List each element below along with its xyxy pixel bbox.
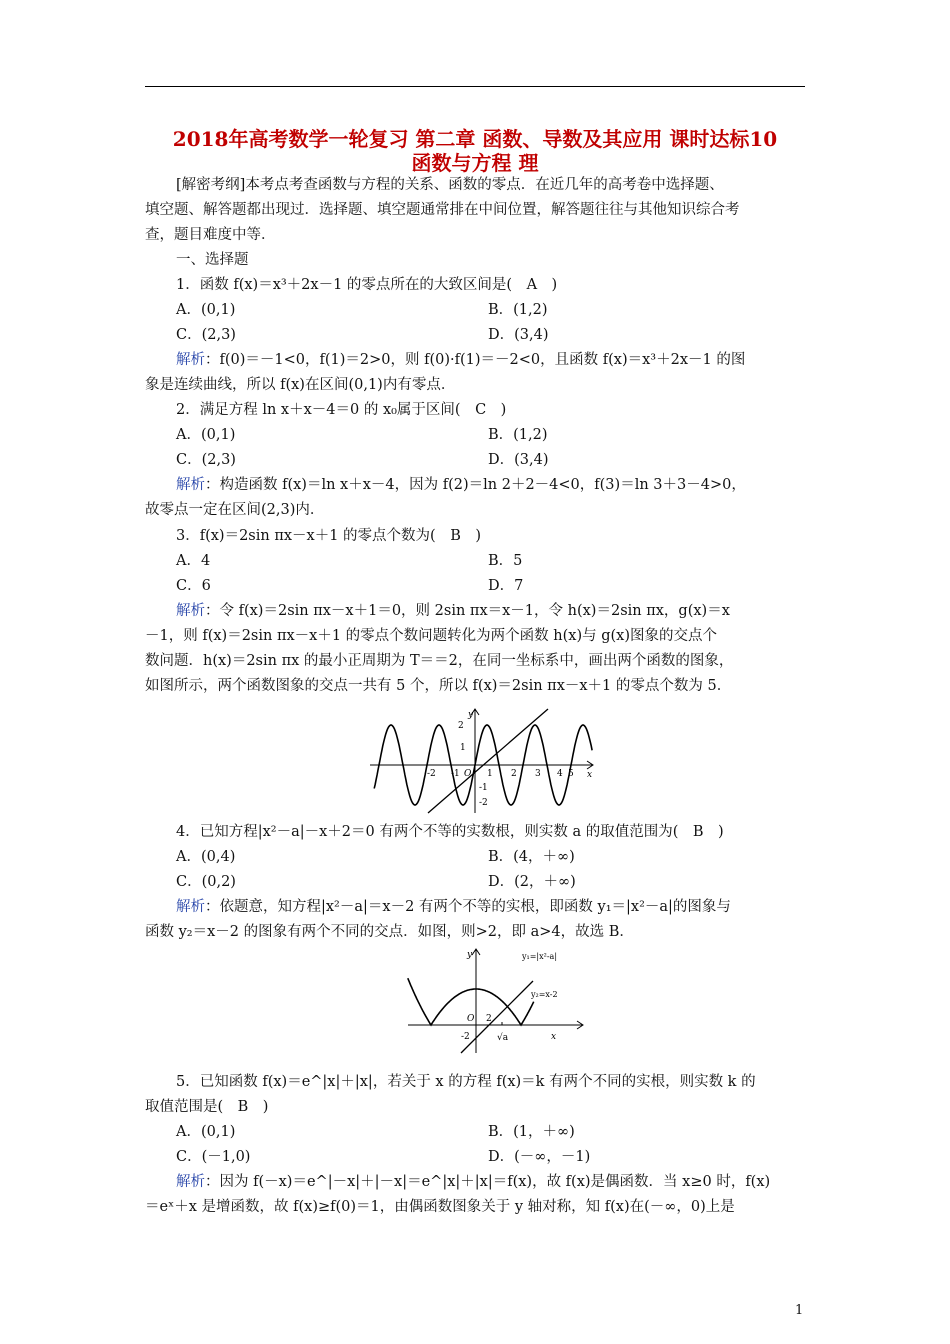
q5-stem-line1: 5．已知函数 f(x)＝e^|x|＋|x|，若关于 x 的方程 f(x)＝k 有两个不同的实根，则实数 k 的 xyxy=(176,1074,756,1090)
fig1-origin-label: O xyxy=(464,769,472,779)
q5-option-c: C．(－1,0) xyxy=(176,1149,251,1165)
fig1-ytick-neg1: -1 xyxy=(479,783,488,793)
q2-solution-line1 xyxy=(176,475,746,495)
q5-stem-line2: 取值范围是( B ) xyxy=(145,1099,269,1115)
q5-solution-line1 xyxy=(176,1172,770,1192)
q2-option-c: C．(2,3) xyxy=(176,452,236,468)
x-axis-arrow xyxy=(408,1021,583,1029)
q3-option-b: B．5 xyxy=(488,553,523,569)
q2-option-a: A．(0,1) xyxy=(176,427,236,443)
fig1-xtick-2: 2 xyxy=(511,769,517,779)
fig1-xtick-1: 1 xyxy=(487,769,493,779)
fig1-xtick-4: 4 xyxy=(557,769,563,779)
fig1-ytick-1: 1 xyxy=(460,743,466,753)
q4-solution-text1: ：依题意，知方程|x²－a|＝x－2 有两个不等的实根，即函数 y₁＝|x²－a|的图象与 xyxy=(205,899,731,915)
fig1-xtick-neg2: -2 xyxy=(427,769,436,779)
fig2-label-2: 2 xyxy=(486,1014,492,1024)
q1-solution-line2: 象是连续曲线，所以 f(x)在区间(0,1)内有零点． xyxy=(145,377,456,393)
q4-option-b: B．(4，＋∞) xyxy=(488,849,575,865)
doc-title-line2: 函数与方程 理 xyxy=(411,151,539,175)
q1-solution-label: 解析 xyxy=(176,352,205,368)
q4-option-d: D．(2，＋∞) xyxy=(488,874,576,890)
q5-solution-line2: ＝eˣ＋x 是增函数，故 f(x)≥f(0)＝1，由偶函数图象关于 y 轴对称，知 f(x)在(－∞，0)上是 xyxy=(145,1199,735,1215)
q3-option-c: C．6 xyxy=(176,578,211,594)
q3-solution-line1 xyxy=(176,601,730,621)
fig2-label-y1: y₁=|x²-a| xyxy=(522,952,558,961)
fig2-label-y2: y₂=x-2 xyxy=(531,990,558,999)
q4-solution-line1 xyxy=(176,897,731,917)
q1-option-c: C．(2,3) xyxy=(176,327,236,343)
fig1-xtick-3: 3 xyxy=(535,769,541,779)
fig1-xtick-5: 5 xyxy=(568,769,574,779)
fig2-label-neg2: -2 xyxy=(461,1032,470,1042)
q1-solution-line1 xyxy=(176,350,745,370)
fig1-ytick-neg2: -2 xyxy=(479,798,488,808)
header-rule xyxy=(145,86,805,87)
q2-solution-label: 解析 xyxy=(176,477,205,493)
q4-solution-line2: 函数 y₂＝x－2 的图象有两个不同的交点．如图，则>2，即 a>4，故选 B． xyxy=(145,924,634,940)
fig1-y-label: y xyxy=(468,710,474,720)
q5-solution-label: 解析 xyxy=(176,1174,205,1190)
fig1-xtick-neg1: -1 xyxy=(451,769,460,779)
q3-solution-text1: ：令 f(x)＝2sin πx－x＋1＝0，则 2sin πx＝x－1，令 h(x)＝2sin πx，g(x)＝x xyxy=(205,603,730,619)
q3-solution-label: 解析 xyxy=(176,603,205,619)
q5-solution-text1: ：因为 f(－x)＝e^|－x|＋|－x|＝e^|x|＋|x|＝f(x)，故 f(x)是偶函数．当 x≥0 时，f(x) xyxy=(205,1174,771,1190)
intro-line2: 填空题、解答题都出现过．选择题、填空题通常排在中间位置，解答题往往与其他知识综合考 xyxy=(145,202,740,218)
abs-parabola-line-figure xyxy=(405,945,590,1055)
q5-option-d: D．(－∞，－1) xyxy=(488,1149,591,1165)
q3-solution-line2: －1，则 f(x)＝2sin πx－x＋1 的零点个数问题转化为两个函数 h(x)与 g(x)图象的交点个 xyxy=(145,628,717,644)
q1-solution-text1: ：f(0)＝－1<0，f(1)＝2>0，则 f(0)·f(1)＝－2<0，且函数 f(x)＝x³＋2x－1 的图 xyxy=(205,352,746,368)
page-number: 1 xyxy=(795,1303,804,1318)
q3-solution-line3: 数问题．h(x)＝2sin πx 的最小正周期为 T＝＝2，在同一坐标系中，画出两个函数的图象， xyxy=(145,653,734,669)
q4-solution-label: 解析 xyxy=(176,899,205,915)
q2-solution-text1: ：构造函数 f(x)＝ln x＋x－4，因为 f(2)＝ln 2＋2－4<0，f(3)＝ln 3＋3－4>0， xyxy=(205,477,746,493)
sine-line-intersection-figure xyxy=(365,705,600,815)
fig1-x-label: x xyxy=(587,770,593,780)
q3-option-a: A．4 xyxy=(176,553,211,569)
fig1-ytick-2: 2 xyxy=(458,721,464,731)
fig2-y-label: y xyxy=(467,950,473,960)
q3-option-d: D．7 xyxy=(488,578,524,594)
fig2-x-label: x xyxy=(551,1032,557,1042)
q2-solution-line2: 故零点一定在区间(2,3)内． xyxy=(145,502,325,518)
q1-option-b: B．(1,2) xyxy=(488,302,548,318)
q5-option-b: B．(1，＋∞) xyxy=(488,1124,575,1140)
q2-option-b: B．(1,2) xyxy=(488,427,548,443)
fig2-label-sqrt-a: √a xyxy=(497,1033,509,1043)
q3-stem: 3．f(x)＝2sin πx－x＋1 的零点个数为( B ) xyxy=(176,528,482,544)
fig2-origin-label: O xyxy=(467,1014,475,1024)
q5-option-a: A．(0,1) xyxy=(176,1124,236,1140)
q2-option-d: D．(3,4) xyxy=(488,452,549,468)
q2-stem: 2．满足方程 ln x＋x－4＝0 的 x₀属于区间( C ) xyxy=(176,402,507,418)
section-heading: 一、选择题 xyxy=(176,252,249,268)
q1-option-d: D．(3,4) xyxy=(488,327,549,343)
intro-line3: 查，题目难度中等． xyxy=(145,227,276,243)
q4-option-c: C．(0,2) xyxy=(176,874,236,890)
q1-option-a: A．(0,1) xyxy=(176,302,236,318)
q4-stem: 4．已知方程|x²－a|－x＋2＝0 有两个不等的实数根，则实数 a 的取值范围为( B ) xyxy=(176,824,724,840)
intro-line1: [解密考纲]本考点考查函数与方程的关系、函数的零点．在近几年的高考卷中选择题、 xyxy=(176,177,724,193)
q4-option-a: A．(0,4) xyxy=(176,849,236,865)
q3-solution-line4: 如图所示，两个函数图象的交点一共有 5 个，所以 f(x)＝2sin πx－x＋1 的零点个数为 5． xyxy=(145,678,732,694)
doc-title-line1: 2018年高考数学一轮复习 第二章 函数、导数及其应用 课时达标10 xyxy=(172,127,778,151)
q1-stem: 1．函数 f(x)＝x³＋2x－1 的零点所在的大致区间是( A ) xyxy=(176,277,558,293)
